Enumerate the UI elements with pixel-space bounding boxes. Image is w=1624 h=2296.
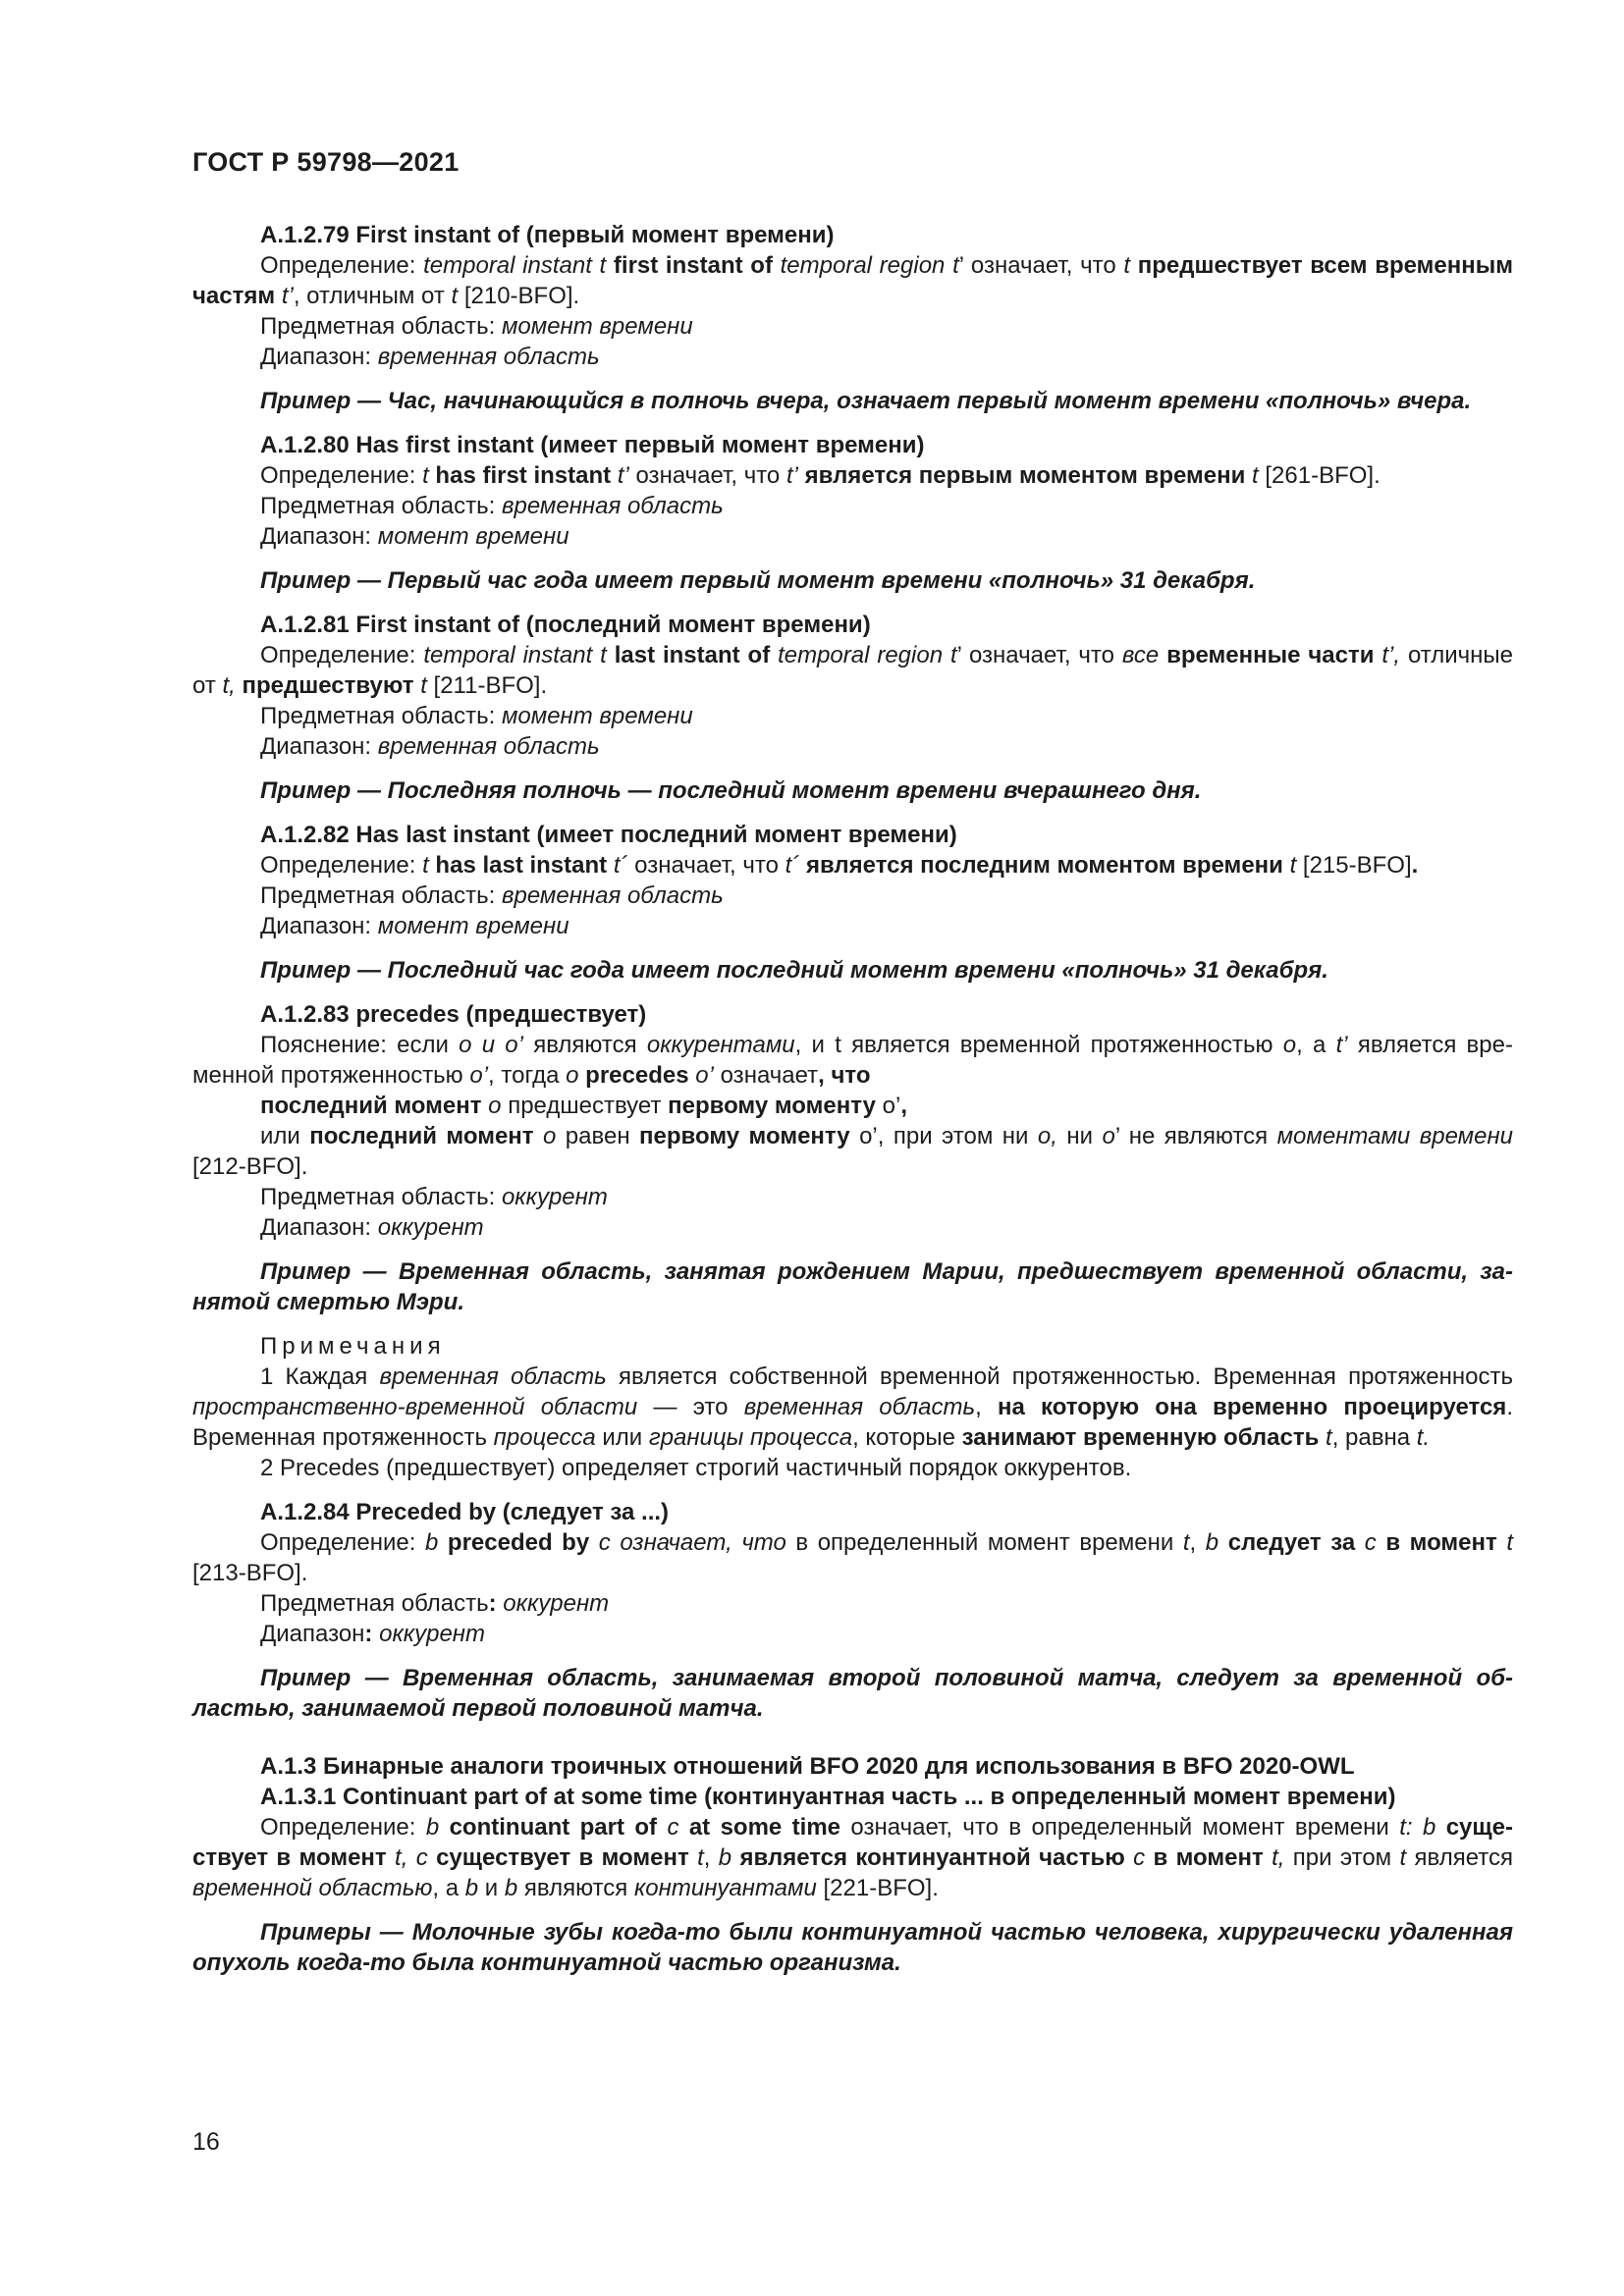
var: t xyxy=(1289,852,1297,879)
domain-value: временная область xyxy=(501,882,724,909)
var: t xyxy=(422,852,429,879)
definition-label: Определение: xyxy=(260,852,423,879)
var: t xyxy=(422,462,429,489)
explanation-label: Пояснение: если xyxy=(260,1032,460,1058)
text: означает xyxy=(713,1062,819,1089)
reference: [212-BFO]. xyxy=(192,1153,308,1180)
note-2: 2 Precedes (предшествует) определяет строгий частичный порядок оккурентов. xyxy=(260,1455,1132,1481)
reference: [213-BFO]. xyxy=(192,1560,308,1586)
term: последний момент xyxy=(309,1123,543,1149)
relation: занимают временную область xyxy=(961,1424,1320,1451)
relation: всем временным частям xyxy=(192,252,1514,309)
text: означает, что в определенный момент времени xyxy=(840,1814,1400,1841)
var: t xyxy=(420,672,427,699)
range-label: Диапазон: xyxy=(260,523,378,550)
term: процесса xyxy=(493,1424,596,1451)
domain-label: Предметная область: xyxy=(260,493,502,519)
range-value: момент времени xyxy=(377,523,569,550)
var: o, xyxy=(1037,1123,1057,1149)
text: , xyxy=(1189,1529,1206,1556)
section-heading-a1284: А.1.2.84 Preceded by (следует за ...) xyxy=(260,1499,670,1525)
text: отличные от xyxy=(192,642,1513,699)
term: пространственно-временной области xyxy=(192,1394,638,1420)
range-label: Диапазон: xyxy=(260,733,378,760)
text: ’ означает, что xyxy=(958,252,1124,279)
domain-value: момент времени xyxy=(501,313,693,340)
range-label: Диапазон: xyxy=(260,913,378,939)
text: o’, при этом ни xyxy=(849,1123,1038,1149)
section-heading-a1283: А.1.2.83 precedes (предшествует) xyxy=(260,1001,647,1028)
definition-a131 xyxy=(192,1812,1513,1903)
var: t, c xyxy=(395,1844,428,1871)
text: , отличным от xyxy=(293,283,452,309)
text: ’ не являются xyxy=(1114,1123,1277,1149)
example-a1280: Пример — Первый час года имеет первый момент времени «полночь» 31 декабря. xyxy=(260,567,1256,594)
relation: предшествуют xyxy=(235,672,421,699)
var: t xyxy=(697,1844,704,1871)
var: t xyxy=(1123,252,1131,279)
text: или xyxy=(260,1123,310,1149)
text: или xyxy=(595,1424,649,1451)
text: , а xyxy=(1296,1032,1336,1058)
var: t xyxy=(1326,1424,1332,1451)
definition-a1282 xyxy=(192,850,1513,881)
term: первому моменту xyxy=(668,1093,876,1119)
range-value: момент времени xyxy=(377,913,569,939)
relation: в момент xyxy=(1145,1844,1272,1871)
var: t xyxy=(1252,462,1259,489)
text: являются xyxy=(517,1875,634,1901)
text: и xyxy=(478,1875,505,1901)
var: o xyxy=(566,1062,579,1089)
definition-a1280 xyxy=(192,460,1513,491)
range-a1279 xyxy=(192,342,1513,372)
relation: существует в момент xyxy=(192,1814,1513,1871)
term: temporal region t xyxy=(778,642,957,668)
note-1 xyxy=(192,1362,1513,1453)
domain-label: Предметная область: xyxy=(260,882,502,909)
relation: в момент xyxy=(1376,1529,1507,1556)
range-label: Диапазон: xyxy=(260,344,378,370)
term: временной областью xyxy=(192,1875,433,1901)
domain-label: Предметная область: xyxy=(260,313,502,340)
document-header: ГОСТ Р 59798—2021 xyxy=(192,147,460,177)
range-value: оккурент xyxy=(377,1214,484,1241)
example-a1283: Пример — Временная область, занятая рождением Марии, предшествует временной области, занятой смертью Мэри. xyxy=(192,1258,1513,1315)
text: равен xyxy=(556,1123,640,1149)
var: o xyxy=(543,1123,557,1149)
domain-value: момент времени xyxy=(501,703,693,729)
explanation-a1283 xyxy=(192,1030,1513,1091)
var: t´ xyxy=(613,852,628,879)
var: t´ xyxy=(785,852,800,879)
var: b xyxy=(425,1814,440,1841)
section-heading-a131: А.1.3.1 Continuant part of at some time (континуантная часть ... в определенный момент времени) xyxy=(260,1784,1396,1810)
term: последний момент xyxy=(260,1093,489,1119)
text: ни xyxy=(1056,1123,1103,1149)
var: b xyxy=(464,1875,479,1901)
text: o’ xyxy=(875,1093,901,1119)
var: t xyxy=(1182,1529,1190,1556)
relation: has last instant xyxy=(428,852,614,879)
text: , что xyxy=(818,1062,871,1089)
reference: [211-BFO]. xyxy=(426,672,548,699)
domain-value: временная область xyxy=(501,493,724,519)
relation: at some time xyxy=(678,1814,841,1841)
domain-value: оккурент xyxy=(501,1184,608,1210)
var: b xyxy=(1205,1529,1219,1556)
range-a1281 xyxy=(192,731,1513,762)
notes-label: Примечания xyxy=(260,1333,446,1360)
definition-label: Определение: xyxy=(260,462,423,489)
var: t, xyxy=(222,672,236,699)
var: t xyxy=(1399,1844,1407,1871)
domain-a1283 xyxy=(192,1182,1513,1212)
domain-value: оккурент xyxy=(496,1590,610,1617)
range-label: Диапазон xyxy=(260,1621,365,1647)
var: t xyxy=(1506,1529,1513,1556)
page-number: 16 xyxy=(192,2128,220,2156)
var: o xyxy=(1282,1032,1297,1058)
definition-a1281 xyxy=(192,640,1513,701)
text: , xyxy=(703,1844,719,1871)
var: t’ xyxy=(617,462,629,489)
text: , равна xyxy=(1331,1424,1417,1451)
var: b xyxy=(424,1529,439,1556)
term: временная область xyxy=(743,1394,976,1420)
domain-a1284 xyxy=(192,1588,1513,1619)
text: , xyxy=(900,1093,907,1119)
text: является xyxy=(1406,1844,1514,1871)
var: o’ xyxy=(695,1062,714,1089)
text: является временной протяженностью xyxy=(192,1032,1513,1089)
var: c xyxy=(667,1814,679,1841)
term: c означает, что xyxy=(598,1529,786,1556)
explanation-line2-a1283 xyxy=(192,1091,1513,1121)
range-value: временная область xyxy=(377,344,600,370)
definition-a1279 xyxy=(192,250,1513,311)
var: c xyxy=(1364,1529,1377,1556)
relation: является континуантной частью xyxy=(731,1844,1134,1871)
relation: временные части xyxy=(1159,642,1382,668)
range-a1280 xyxy=(192,521,1513,552)
var: o’ xyxy=(469,1062,489,1089)
var: c xyxy=(1133,1844,1146,1871)
var: o и o’ xyxy=(459,1032,523,1058)
var: t’ xyxy=(1335,1032,1348,1058)
domain-a1280 xyxy=(192,491,1513,521)
term: temporal region t xyxy=(780,252,959,279)
example-a131: Примеры — Молочные зубы когда-то были континуатной частью человека, хирургически удаленная опухоль когда-то была континуатной частью организма. xyxy=(192,1919,1513,1976)
text: в определенный момент времени xyxy=(785,1529,1183,1556)
example-a1281: Пример — Последняя полночь — последний момент времени вчерашнего дня. xyxy=(260,777,1202,804)
example-a1284: Пример — Временная область, занимаемая второй половиной матча, следует за временной областью, занимаемой первой половиной матча. xyxy=(192,1665,1513,1722)
relation: preceded by xyxy=(438,1529,599,1556)
text: , которые xyxy=(852,1424,962,1451)
range-value: оккурент xyxy=(372,1621,485,1647)
text: , тогда xyxy=(488,1062,567,1089)
var: o xyxy=(1102,1123,1115,1149)
text: , и t является временной протяженностью xyxy=(794,1032,1283,1058)
term: все xyxy=(1121,642,1160,668)
definition-label: Определение: xyxy=(260,1529,425,1556)
text: предшествует xyxy=(501,1093,669,1119)
var: t, xyxy=(1272,1844,1285,1871)
domain-label: Предметная область xyxy=(260,1590,489,1617)
var: b xyxy=(718,1844,732,1871)
range-a1283 xyxy=(192,1212,1513,1243)
text: при этом xyxy=(1284,1844,1400,1871)
var: t xyxy=(451,283,459,309)
term: первому моменту xyxy=(639,1123,850,1149)
text: . Временная протяженность xyxy=(192,1394,1513,1451)
domain-a1279 xyxy=(192,311,1513,342)
explanation-line3-a1283 xyxy=(192,1121,1513,1182)
relation: first instant of xyxy=(606,252,781,279)
definition-label: Определение: xyxy=(260,252,424,279)
text: являются xyxy=(522,1032,647,1058)
document-body xyxy=(192,220,1513,1992)
text: означает, что xyxy=(628,462,786,489)
section-heading-a1280: А.1.2.80 Has first instant (имеет первый момент времени) xyxy=(260,432,925,458)
text: , xyxy=(975,1394,998,1420)
var: t’, xyxy=(1381,642,1401,668)
range-a1284 xyxy=(192,1619,1513,1649)
relation: предшествует xyxy=(1130,252,1303,279)
var: t’ xyxy=(785,462,798,489)
relation: на которую она временно проецируется xyxy=(997,1394,1507,1420)
text: ’ означает, что xyxy=(956,642,1122,668)
example-a1282: Пример — Последний час года имеет последний момент времени «полночь» 31 декабря. xyxy=(260,957,1328,984)
reference: [215-BFO] xyxy=(1296,852,1412,879)
domain-a1282 xyxy=(192,881,1513,911)
section-heading-a1282: А.1.2.82 Has last instant (имеет последний момент времени) xyxy=(260,822,957,848)
term: континуантами xyxy=(633,1875,817,1901)
colon: : xyxy=(488,1590,497,1617)
range-label: Диапазон: xyxy=(260,1214,378,1241)
text: является собственной временной протяженностью. Временная протяженность xyxy=(606,1363,1513,1390)
text: 1 Каждая xyxy=(260,1363,380,1390)
text: , а xyxy=(432,1875,465,1901)
var: t. xyxy=(1416,1424,1431,1451)
relation: last instant of xyxy=(606,642,779,668)
colon: : xyxy=(364,1621,373,1647)
section-heading-a1279: А.1.2.79 First instant of (первый момент времени) xyxy=(260,222,835,248)
text: — это xyxy=(637,1394,744,1420)
relation: существует в момент xyxy=(427,1844,698,1871)
relation: следует за xyxy=(1218,1529,1365,1556)
domain-label: Предметная область: xyxy=(260,703,502,729)
definition-label: Определение: xyxy=(260,1814,426,1841)
relation: является первым моментом времени xyxy=(797,462,1253,489)
reference: [210-BFO]. xyxy=(458,283,580,309)
term: temporal instant t xyxy=(423,642,607,668)
var: t’ xyxy=(281,283,294,309)
var: o xyxy=(488,1093,502,1119)
relation: precedes xyxy=(578,1062,696,1089)
text: означает, что xyxy=(627,852,785,879)
text: . xyxy=(1411,852,1419,879)
section-heading-a13: А.1.3 Бинарные аналоги троичных отношений BFO 2020 для использования в BFO 2020-OWL xyxy=(260,1753,1355,1780)
range-value: временная область xyxy=(377,733,600,760)
var: b xyxy=(504,1875,518,1901)
term: моментами времени xyxy=(1276,1123,1514,1149)
term: границы процесса xyxy=(648,1424,853,1451)
domain-label: Предметная область: xyxy=(260,1184,502,1210)
relation: continuant part of xyxy=(439,1814,668,1841)
term: временная область xyxy=(379,1363,607,1390)
domain-a1281 xyxy=(192,701,1513,731)
var: t: b xyxy=(1399,1814,1436,1841)
reference: [221-BFO]. xyxy=(816,1875,939,1901)
definition-a1284 xyxy=(192,1527,1513,1588)
relation: has first instant xyxy=(428,462,618,489)
section-heading-a1281: А.1.2.81 First instant of (последний момент времени) xyxy=(260,612,871,638)
relation: является последним моментом времени xyxy=(799,852,1290,879)
example-a1279: Пример — Час, начинающийся в полночь вчера, означает первый момент времени «полночь» вчера. xyxy=(260,388,1472,414)
range-a1282 xyxy=(192,911,1513,941)
definition-label: Определение: xyxy=(260,642,424,668)
term: temporal instant t xyxy=(423,252,607,279)
reference: [261-BFO]. xyxy=(1258,462,1380,489)
term: оккурентами xyxy=(646,1032,795,1058)
